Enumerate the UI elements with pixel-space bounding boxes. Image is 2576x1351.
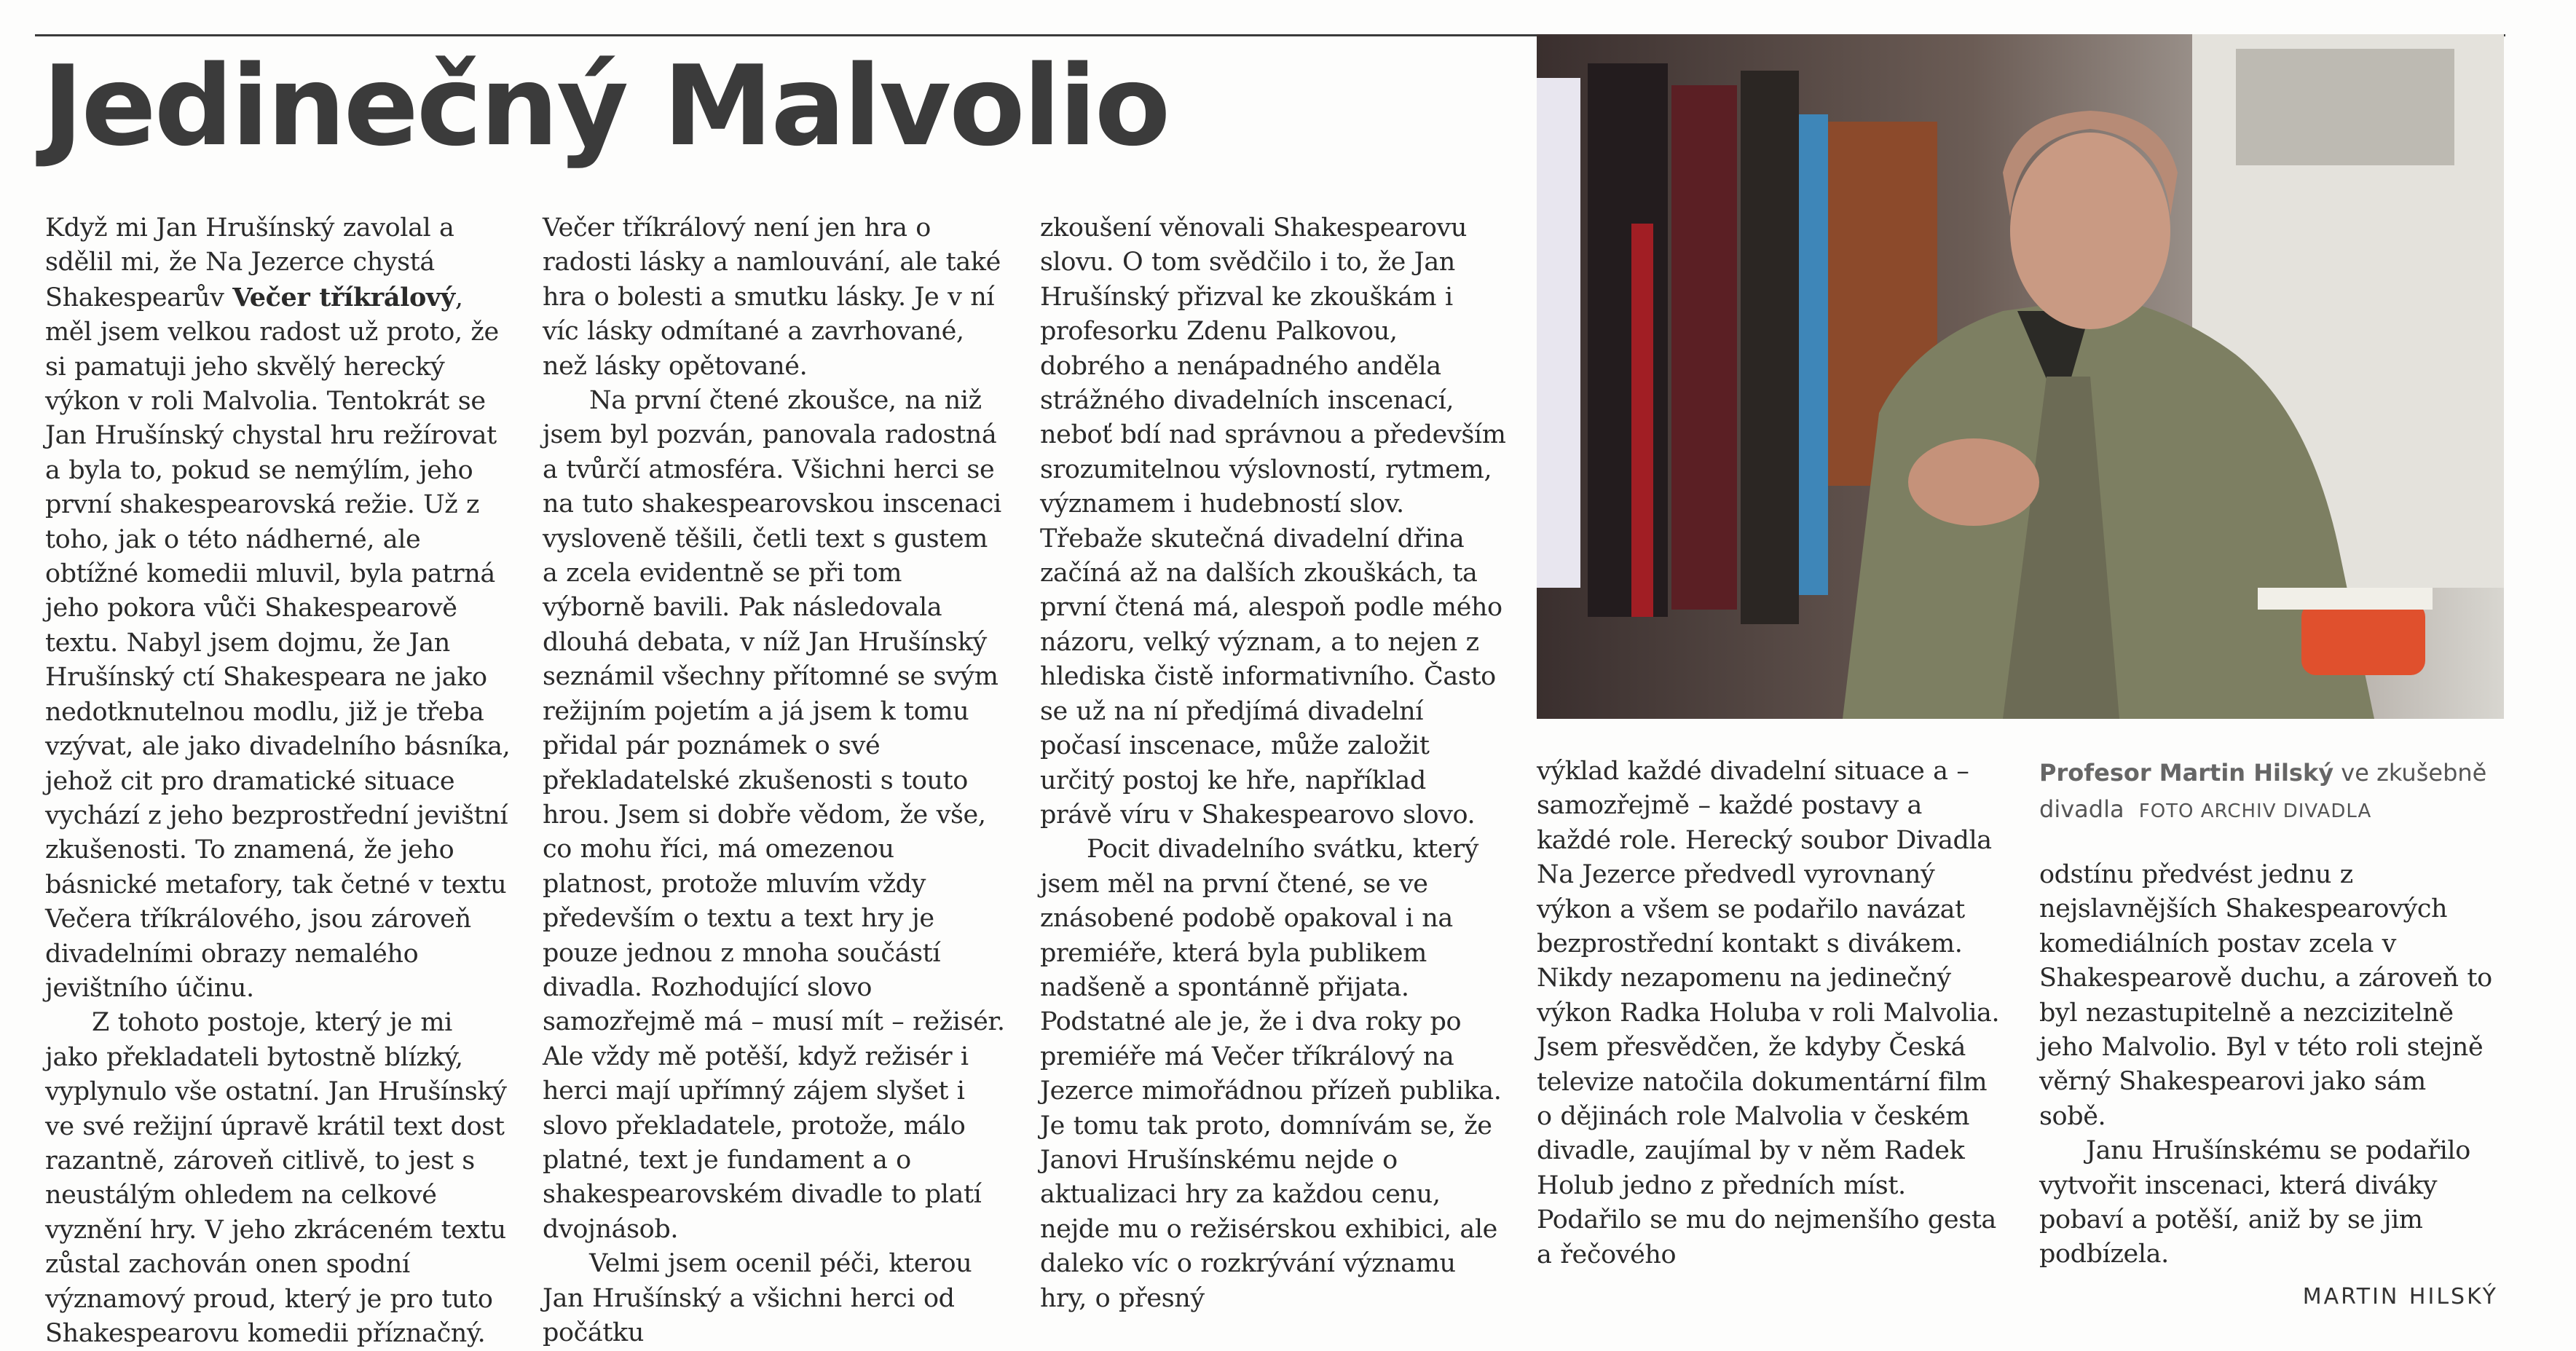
paragraph: Z tohoto postoje, který je mi jako překladateli bytostně blízký, vyplynulo vše ostatní. Jan Hrušínský ve své režijní úpravě krátil text dost razantně, zároveň citlivě, to jest s neustálým ohledem na celkové vyznění hry. V jeho zkráceném textu zůstal zachován onen spodní významový proud, který je pro tuto Shakespearovu komedii příznačný.	[45, 1008, 507, 1348]
paragraph: Večer tříkrálový není jen hra o radosti lásky a namlouvání, ale také hra o bolesti a smutku lásky. Je v ní víc lásky odmítané a zavrhované, než lásky opětované.	[543, 213, 1001, 381]
paragraph	[45, 211, 511, 1006]
photo-caption	[2039, 755, 2505, 830]
paragraph: výklad každé divadelní situace a – samozřejmě – každé postavy a každé role. Herecký soubor Divadla Na Jezerce předvedl vyrovnaný výkon a všem se podařilo navázat bezprostřední kontakt s divákem. Nikdy nezapomenu na jedinečný výkon Radka Holuba v roli Malvolia. Jsem přesvědčen, že kdyby Česká televize natočila dokumentární film o dějinách role Malvolia v českém divadle, zaujímal by v něm Radek Holub jedno z předních míst. Podařilo se mu do nejmenšího gesta a řečového	[1537, 757, 2000, 1269]
play-title-bold: Večer tříkrálový	[232, 282, 455, 312]
paragraph: Pocit divadelního svátku, který jsem měl na první čtené, se ve znásobené podobě opakoval i na premiéře, která byla publikem nadšeně a spontánně přijata. Podstatné ale je, že i dva roky po premiéře má Večer tříkrálový na Jezerce mimořádnou přízeň publika. Je tomu tak proto, domnívám se, že Janovi Hrušínskému nejde o aktualizaci hry za každou cenu, nejde mu o režisérskou exhibici, ale daleko víc o rozkrývání významu hry, o přesný	[1040, 835, 1502, 1313]
paragraph-text: , měl jsem velkou radost už proto, že si pamatuji jeho skvělý herecký výkon v roli Malvolia. Tentokrát se Jan Hrušínský chystal hru režírovat a byla to, pokud se nemýlím, jeho první shakespearovská režie. Už z toho, jak o této nádherné, ale obtížné komedii mluvil, byla patrná jeho pokora vůči Shakespearově textu. Nabyl jsem dojmu, že Jan Hrušínský ctí Shakespeara ne jako nedotknutelnou modlu, již je třeba vzývat, ale jako divadelního básníka, jehož cit pro dramatické situace vychází z jeho bezprostřední jevištní zkušenosti. To znamená, že jeho básnické metafory, tak četné v textu Večera tříkrálového, jsou zároveň divadelními obrazy nemalého jevištního účinu.	[45, 283, 511, 1003]
paragraph: odstínu předvést jednu z nejslavnějších Shakespearových komediálních postav zcela v Shakespearově duchu, a zároveň to byl nezastupitelně a nezcizitelně jeho Malvolio. Byl v této roli stejně věrný Shakespearovi jako sám sobě.	[2039, 860, 2492, 1131]
portrait-photo	[1537, 34, 2504, 719]
caption-text: ve zkušebně divadla	[2039, 759, 2487, 823]
text-column-5	[2039, 858, 2498, 1314]
text-column-3	[1040, 211, 1506, 1316]
article-headline: Jedinečný Malvolio	[42, 42, 1169, 170]
photo-credit: FOTO ARCHIV DIVADLA	[2138, 800, 2372, 822]
caption-name: Profesor Martin Hilský	[2039, 759, 2334, 787]
paragraph: Na první čtené zkoušce, na niž jsem byl pozván, panovala radostná a tvůrčí atmosféra. Všichni herci se na tuto shakespearovskou inscenaci vysloveně těšili, četli text s gustem a zcela evidentně se při tom výborně bavili. Pak následovala dlouhá debata, v níž Jan Hrušínský seznámil všechny přítomné se svým režijním pojetím a já jsem k tomu přidal pár poznámek o své překladatelské zkušenosti s touto hrou. Jsem si dobře vědom, že vše, co mohu říci, má omezenou platnost, protože mluvím vždy především o textu a text hry je pouze jednou z mnoha součástí divadla. Rozhodující slovo samozřejmě má – musí mít – režisér. Ale vždy mě potěší, když režisér i herci mají upřímný zájem slyšet i slovo překladatele, protože, málo platné, text je fundament a o shakespearovském divadle to platí dvojnásob.	[543, 386, 1005, 1244]
paragraph: Janu Hrušínskému se podařilo vytvořit inscenaci, která diváky pobaví a potěší, aniž by se jim podbízela.	[2039, 1136, 2470, 1269]
paragraph: Velmi jsem ocenil péči, kterou Jan Hrušínský a všichni herci od počátku	[543, 1249, 972, 1347]
paragraph-text: Když mi Jan Hrušínský zavolal a sdělil mi, že Na Jezerce chystá Shakespearův	[45, 213, 454, 312]
text-column-2	[543, 211, 1009, 1350]
paragraph: zkoušení věnovali Shakespearovu slovu. O tom svědčilo i to, že Jan Hrušínský přizval ke zkouškám i profesorku Zdenu Palkovou, dobrého a nenápadného anděla strážného divadelních inscenací, neboť bdí nad správnou a především srozumitelnou výslovností, rytmem, významem i hudebností slov. Třebaže skutečná divadelní dřina začíná až na dalších zkouškách, ta první čtená má, alespoň podle mého názoru, velký význam, a to nejen z hlediska čistě informativního. Často se už na ní předjímá divadelní počasí inscenace, může založit určitý postoj ke hře, například právě víru v Shakespearovo slovo.	[1040, 213, 1506, 830]
photo-image	[1537, 34, 2504, 719]
author-signature: MARTIN HILSKÝ	[2302, 1283, 2498, 1309]
text-column-4	[1537, 755, 2003, 1272]
text-column-1	[45, 211, 511, 1351]
